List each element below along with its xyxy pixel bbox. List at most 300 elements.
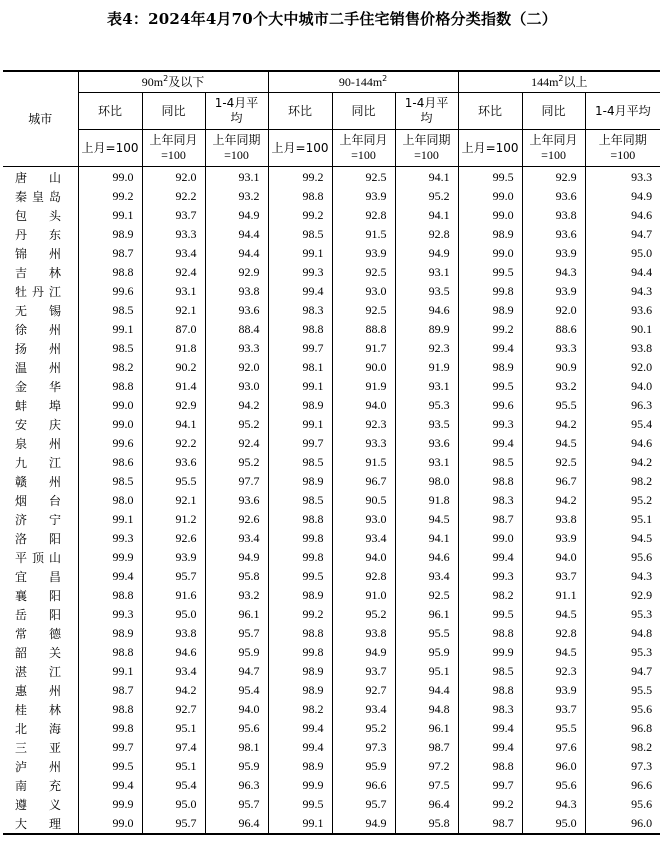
index-value: 99.5 — [268, 567, 332, 586]
city-name — [3, 738, 78, 757]
city-name — [3, 206, 78, 225]
index-value: 98.5 — [78, 301, 142, 320]
index-value: 92.6 — [205, 510, 268, 529]
index-value: 93.0 — [332, 510, 395, 529]
index-value: 98.5 — [268, 453, 332, 472]
index-value: 94.3 — [522, 263, 585, 282]
index-value: 99.5 — [268, 795, 332, 814]
table-row — [3, 225, 660, 244]
index-value: 99.3 — [78, 605, 142, 624]
city-name — [3, 339, 78, 358]
index-value: 92.4 — [205, 434, 268, 453]
unit-avg: 上年同期 =100 — [205, 130, 268, 167]
table-row — [3, 757, 660, 776]
index-value: 96.6 — [332, 776, 395, 795]
index-value: 94.2 — [522, 415, 585, 434]
index-value: 98.9 — [458, 358, 522, 377]
table-row — [3, 662, 660, 681]
index-value: 95.9 — [205, 643, 268, 662]
table-row — [3, 263, 660, 282]
index-value: 93.9 — [522, 282, 585, 301]
city-char: 充 — [48, 779, 61, 793]
index-value: 98.0 — [395, 472, 458, 491]
index-value: 98.5 — [268, 225, 332, 244]
city-name — [3, 529, 78, 548]
city-name — [3, 757, 78, 776]
index-value: 95.2 — [205, 453, 268, 472]
city-char: 赣 — [15, 475, 28, 489]
index-value: 97.6 — [522, 738, 585, 757]
index-value: 92.9 — [142, 396, 205, 415]
index-value: 95.3 — [585, 605, 660, 624]
index-value: 93.9 — [332, 187, 395, 206]
index-value: 98.8 — [268, 320, 332, 339]
index-value: 97.4 — [142, 738, 205, 757]
city-char: 金 — [15, 380, 28, 394]
city-char: 温 — [15, 361, 28, 375]
index-value: 95.0 — [142, 605, 205, 624]
index-value: 90.5 — [332, 491, 395, 510]
index-value: 99.3 — [78, 529, 142, 548]
city-char: 洛 — [15, 532, 28, 546]
index-value: 95.2 — [585, 491, 660, 510]
city-char: 江 — [48, 456, 61, 470]
index-value: 90.2 — [142, 358, 205, 377]
index-value: 93.6 — [522, 225, 585, 244]
index-value: 93.4 — [332, 700, 395, 719]
city-name — [3, 491, 78, 510]
index-value: 93.8 — [522, 510, 585, 529]
index-value: 99.2 — [78, 187, 142, 206]
index-value: 99.0 — [78, 814, 142, 834]
subheader-mom: 环比 — [268, 93, 332, 130]
index-value: 94.2 — [522, 491, 585, 510]
index-value: 96.3 — [205, 776, 268, 795]
index-value: 99.8 — [268, 643, 332, 662]
city-name — [3, 510, 78, 529]
index-value: 91.9 — [395, 358, 458, 377]
city-char: 台 — [48, 494, 61, 508]
index-value: 99.5 — [458, 263, 522, 282]
index-value: 94.3 — [585, 282, 660, 301]
index-value: 99.7 — [78, 738, 142, 757]
index-value: 95.6 — [585, 548, 660, 567]
index-value: 93.5 — [395, 415, 458, 434]
city-char: 烟 — [15, 494, 28, 508]
city-char: 皇 — [31, 190, 44, 204]
index-value: 98.5 — [458, 662, 522, 681]
index-value: 94.9 — [205, 548, 268, 567]
index-value: 92.3 — [522, 662, 585, 681]
index-value: 93.0 — [205, 377, 268, 396]
index-value: 99.1 — [78, 662, 142, 681]
index-value: 95.4 — [205, 681, 268, 700]
index-value: 95.7 — [142, 567, 205, 586]
index-value: 95.7 — [142, 814, 205, 834]
index-value: 95.6 — [205, 719, 268, 738]
table-row — [3, 320, 660, 339]
city-char: 泉 — [15, 437, 28, 451]
index-value: 99.9 — [78, 548, 142, 567]
table-row — [3, 643, 660, 662]
city-name — [3, 415, 78, 434]
unit-yoy: 上年同月 =100 — [142, 130, 205, 167]
index-value: 99.1 — [268, 244, 332, 263]
index-value: 93.2 — [205, 586, 268, 605]
subheader-mom: 环比 — [458, 93, 522, 130]
index-value: 89.9 — [395, 320, 458, 339]
city-name — [3, 605, 78, 624]
city-char: 九 — [15, 456, 28, 470]
index-value: 93.1 — [205, 167, 268, 188]
city-char: 湛 — [15, 665, 28, 679]
city-char: 理 — [48, 817, 61, 831]
index-value: 93.9 — [332, 244, 395, 263]
index-value: 95.1 — [142, 719, 205, 738]
city-char: 锦 — [15, 247, 28, 261]
index-value: 98.8 — [458, 757, 522, 776]
city-char: 桂 — [15, 703, 28, 717]
index-value: 94.4 — [395, 681, 458, 700]
subheader-mom: 环比 — [78, 93, 142, 130]
index-value: 94.1 — [395, 206, 458, 225]
index-value: 93.7 — [332, 662, 395, 681]
index-value: 97.3 — [585, 757, 660, 776]
index-value: 99.4 — [78, 567, 142, 586]
table-row — [3, 415, 660, 434]
index-value: 98.7 — [458, 814, 522, 834]
index-value: 92.5 — [395, 586, 458, 605]
index-value: 98.8 — [268, 510, 332, 529]
index-value: 99.5 — [78, 757, 142, 776]
index-value: 92.9 — [205, 263, 268, 282]
city-name — [3, 472, 78, 491]
table-row — [3, 624, 660, 643]
index-value: 94.5 — [522, 605, 585, 624]
index-value: 94.6 — [585, 434, 660, 453]
index-value: 98.7 — [78, 244, 142, 263]
index-value: 98.2 — [268, 700, 332, 719]
index-value: 93.2 — [205, 187, 268, 206]
index-value: 93.7 — [522, 700, 585, 719]
index-value: 99.0 — [458, 206, 522, 225]
city-char: 庆 — [48, 418, 61, 432]
unit-mom: 上月=100 — [78, 130, 142, 167]
index-value: 98.2 — [585, 738, 660, 757]
index-value: 99.8 — [268, 548, 332, 567]
index-value: 99.4 — [78, 776, 142, 795]
city-char: 州 — [48, 361, 61, 375]
index-value: 98.5 — [78, 472, 142, 491]
index-value: 95.2 — [395, 187, 458, 206]
city-char: 蚌 — [15, 399, 28, 413]
city-char: 惠 — [15, 684, 28, 698]
city-char: 宜 — [15, 570, 28, 584]
index-value: 93.8 — [332, 624, 395, 643]
index-value: 91.4 — [142, 377, 205, 396]
index-value: 98.8 — [458, 472, 522, 491]
index-value: 92.8 — [332, 567, 395, 586]
unit-yoy: 上年同月 =100 — [522, 130, 585, 167]
index-value: 98.7 — [458, 510, 522, 529]
city-char: 岳 — [15, 608, 28, 622]
index-value: 94.2 — [585, 453, 660, 472]
city-char: 扬 — [15, 342, 28, 356]
index-value: 98.3 — [458, 700, 522, 719]
city-char: 无 — [15, 304, 28, 318]
index-value: 98.3 — [268, 301, 332, 320]
city-char: 韶 — [15, 646, 28, 660]
index-value: 90.0 — [332, 358, 395, 377]
index-value: 92.9 — [585, 586, 660, 605]
city-column-header: 城市 — [3, 71, 78, 167]
index-value: 92.2 — [142, 187, 205, 206]
subheader-avg: 1-4月平 均 — [205, 93, 268, 130]
table-row — [3, 719, 660, 738]
table-row — [3, 795, 660, 814]
index-value: 98.8 — [268, 624, 332, 643]
index-value: 99.1 — [78, 206, 142, 225]
index-value: 92.0 — [142, 167, 205, 188]
city-name — [3, 358, 78, 377]
table-row — [3, 167, 660, 188]
index-value: 92.5 — [522, 453, 585, 472]
city-char: 三 — [15, 741, 28, 755]
city-char: 宁 — [48, 513, 61, 527]
index-value: 95.0 — [585, 244, 660, 263]
index-value: 92.3 — [332, 415, 395, 434]
index-value: 93.7 — [142, 206, 205, 225]
index-value: 99.4 — [458, 548, 522, 567]
group-header-over-144: $144m^2$以上 — [458, 71, 660, 93]
index-value: 98.8 — [78, 377, 142, 396]
table-row — [3, 548, 660, 567]
table-row — [3, 187, 660, 206]
index-value: 99.1 — [78, 510, 142, 529]
index-value: 93.1 — [395, 453, 458, 472]
index-value: 99.4 — [268, 719, 332, 738]
index-value: 99.0 — [458, 244, 522, 263]
index-value: 99.9 — [458, 643, 522, 662]
index-value: 98.7 — [395, 738, 458, 757]
city-name — [3, 567, 78, 586]
index-value: 94.6 — [395, 548, 458, 567]
index-value: 99.7 — [458, 776, 522, 795]
index-value: 95.9 — [332, 757, 395, 776]
index-value: 98.0 — [78, 491, 142, 510]
city-name — [3, 167, 78, 188]
index-value: 96.7 — [332, 472, 395, 491]
index-value: 99.0 — [458, 529, 522, 548]
city-name — [3, 320, 78, 339]
index-value: 99.3 — [458, 567, 522, 586]
index-value: 99.2 — [458, 320, 522, 339]
index-value: 95.5 — [522, 719, 585, 738]
index-value: 94.4 — [585, 263, 660, 282]
index-value: 98.7 — [78, 681, 142, 700]
city-char: 锡 — [48, 304, 61, 318]
index-value: 93.6 — [142, 453, 205, 472]
index-value: 99.7 — [268, 434, 332, 453]
index-value: 98.1 — [268, 358, 332, 377]
index-value: 98.9 — [458, 225, 522, 244]
index-value: 97.2 — [395, 757, 458, 776]
city-char: 州 — [48, 437, 61, 451]
index-value: 94.0 — [205, 700, 268, 719]
index-value: 93.7 — [522, 567, 585, 586]
index-value: 93.6 — [205, 491, 268, 510]
index-value: 99.1 — [268, 814, 332, 834]
table-row — [3, 681, 660, 700]
index-value: 88.8 — [332, 320, 395, 339]
index-value: 93.6 — [522, 187, 585, 206]
index-value: 91.5 — [332, 225, 395, 244]
city-char: 州 — [48, 342, 61, 356]
index-value: 99.9 — [268, 776, 332, 795]
city-char: 丹 — [31, 285, 44, 299]
index-value: 94.8 — [585, 624, 660, 643]
city-char: 江 — [48, 285, 61, 299]
index-value: 93.8 — [522, 206, 585, 225]
index-value: 98.5 — [78, 339, 142, 358]
index-value: 93.0 — [332, 282, 395, 301]
index-value: 99.1 — [268, 415, 332, 434]
index-value: 96.0 — [585, 814, 660, 834]
index-value: 99.3 — [268, 263, 332, 282]
index-value: 95.9 — [395, 643, 458, 662]
city-name — [3, 263, 78, 282]
index-value: 92.6 — [142, 529, 205, 548]
index-value: 95.1 — [142, 757, 205, 776]
index-value: 99.4 — [458, 434, 522, 453]
subheader-yoy: 同比 — [142, 93, 205, 130]
index-value: 92.5 — [332, 263, 395, 282]
index-value: 99.7 — [268, 339, 332, 358]
subheader-avg: 1-4月平 均 — [395, 93, 458, 130]
index-value: 96.1 — [395, 605, 458, 624]
index-value: 99.8 — [458, 282, 522, 301]
table-row — [3, 339, 660, 358]
index-value: 91.8 — [395, 491, 458, 510]
table-row — [3, 282, 660, 301]
index-value: 93.6 — [395, 434, 458, 453]
group-header-90-144: $90-144m^2$ — [268, 71, 458, 93]
index-value: 99.4 — [458, 339, 522, 358]
index-value: 99.2 — [268, 206, 332, 225]
index-value: 93.1 — [142, 282, 205, 301]
index-value: 94.6 — [395, 301, 458, 320]
index-value: 95.0 — [142, 795, 205, 814]
index-value: 94.2 — [205, 396, 268, 415]
index-value: 96.6 — [585, 776, 660, 795]
city-char: 州 — [48, 684, 61, 698]
city-char: 南 — [15, 779, 28, 793]
index-value: 98.8 — [458, 624, 522, 643]
index-value: 94.2 — [142, 681, 205, 700]
city-char: 襄 — [15, 589, 28, 603]
index-value: 93.9 — [522, 244, 585, 263]
city-char: 关 — [48, 646, 61, 660]
subheader-yoy: 同比 — [332, 93, 395, 130]
index-value: 97.3 — [332, 738, 395, 757]
index-value: 99.0 — [78, 167, 142, 188]
index-value: 96.0 — [522, 757, 585, 776]
index-value: 92.8 — [332, 206, 395, 225]
index-value: 94.3 — [522, 795, 585, 814]
city-char: 州 — [48, 475, 61, 489]
index-value: 99.4 — [268, 738, 332, 757]
index-value: 93.3 — [205, 339, 268, 358]
index-value: 95.5 — [142, 472, 205, 491]
index-value: 99.0 — [78, 396, 142, 415]
city-char: 济 — [15, 513, 28, 527]
index-value: 93.6 — [585, 301, 660, 320]
city-char: 阳 — [48, 532, 61, 546]
table-row — [3, 814, 660, 834]
city-name — [3, 377, 78, 396]
index-value: 98.9 — [268, 586, 332, 605]
index-value: 96.8 — [585, 719, 660, 738]
index-value: 91.6 — [142, 586, 205, 605]
index-value: 95.8 — [395, 814, 458, 834]
index-value: 93.4 — [395, 567, 458, 586]
city-name — [3, 548, 78, 567]
index-value: 91.8 — [142, 339, 205, 358]
index-value: 99.4 — [458, 719, 522, 738]
index-value: 92.7 — [332, 681, 395, 700]
index-value: 94.5 — [522, 434, 585, 453]
index-value: 99.6 — [458, 396, 522, 415]
index-value: 99.5 — [458, 377, 522, 396]
subheader-yoy: 同比 — [522, 93, 585, 130]
table-title: 表4：2024年4月70个大中城市二手住宅销售价格分类指数（二） — [107, 10, 557, 28]
city-char: 唐 — [15, 171, 28, 185]
city-name — [3, 244, 78, 263]
index-value: 94.7 — [585, 225, 660, 244]
index-value: 99.4 — [458, 738, 522, 757]
index-value: 93.3 — [142, 225, 205, 244]
index-value: 91.0 — [332, 586, 395, 605]
table-row — [3, 358, 660, 377]
city-char: 常 — [15, 627, 28, 641]
table-row — [3, 377, 660, 396]
index-value: 95.6 — [585, 700, 660, 719]
city-char: 泸 — [15, 760, 28, 774]
city-name — [3, 719, 78, 738]
index-value: 93.8 — [205, 282, 268, 301]
index-value: 95.2 — [205, 415, 268, 434]
city-char: 德 — [48, 627, 61, 641]
index-value: 91.2 — [142, 510, 205, 529]
index-value: 94.0 — [522, 548, 585, 567]
index-value: 98.9 — [268, 662, 332, 681]
city-name — [3, 187, 78, 206]
subheader-avg: 1-4月平均 — [585, 93, 660, 130]
index-value: 90.1 — [585, 320, 660, 339]
index-value: 92.9 — [522, 167, 585, 188]
index-value: 94.4 — [205, 244, 268, 263]
index-value: 92.8 — [395, 225, 458, 244]
index-value: 93.9 — [522, 529, 585, 548]
index-value: 98.9 — [78, 225, 142, 244]
city-char: 海 — [48, 722, 61, 736]
index-value: 95.7 — [332, 795, 395, 814]
city-char: 亚 — [48, 741, 61, 755]
index-value: 98.8 — [78, 643, 142, 662]
index-value: 93.3 — [332, 434, 395, 453]
index-value: 99.8 — [268, 529, 332, 548]
table-row — [3, 586, 660, 605]
